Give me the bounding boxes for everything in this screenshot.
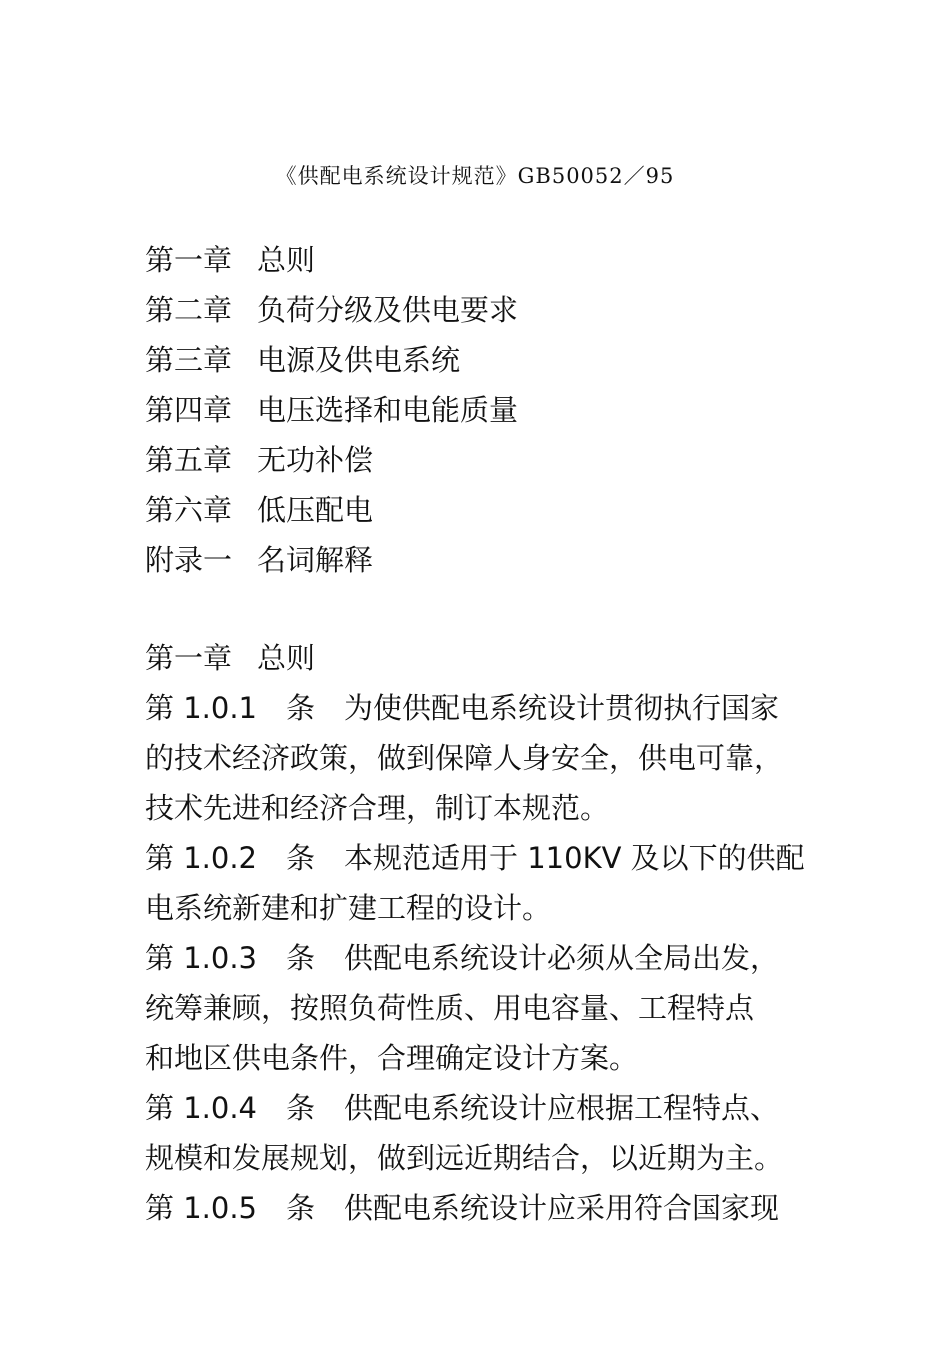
toc-item bbox=[145, 385, 518, 435]
toc-item-number: 第五章 bbox=[145, 443, 233, 477]
toc-item-number: 第四章 bbox=[145, 393, 233, 427]
toc-item-number: 附录一 bbox=[145, 543, 233, 577]
toc-item-title: 总则 bbox=[257, 243, 316, 277]
text-line: 规模和发展规划，做到远近期结合，以近期为主。 bbox=[145, 1141, 784, 1175]
text-line: 的技术经济政策，做到保障人身安全，供电可靠， bbox=[145, 741, 784, 775]
toc-item-number: 第三章 bbox=[145, 343, 233, 377]
text-line: 电系统新建和扩建工程的设计。 bbox=[145, 891, 552, 925]
text-line: 第 1.0.2 条 本规范适用于 110KV 及以下的供配 bbox=[145, 841, 805, 875]
toc-item-title: 无功补偿 bbox=[257, 443, 374, 477]
toc-item-number: 第二章 bbox=[145, 293, 233, 327]
chapter-number: 第一章 bbox=[145, 641, 233, 675]
document-title: 《供配电系统设计规范》GB50052／95 bbox=[275, 164, 675, 188]
toc-item-title: 电源及供电系统 bbox=[257, 343, 461, 377]
toc-item-title: 负荷分级及供电要求 bbox=[257, 293, 519, 327]
toc-item bbox=[145, 285, 518, 335]
toc-item-title: 低压配电 bbox=[257, 493, 374, 527]
text-line: 统筹兼顾，按照负荷性质、用电容量、工程特点 bbox=[145, 991, 755, 1025]
text-line: 第 1.0.1 条 为使供配电系统设计贯彻执行国家 bbox=[145, 691, 780, 725]
text-line: 第 1.0.5 条 供配电系统设计应采用符合国家现 bbox=[145, 1191, 780, 1225]
toc-item-number: 第六章 bbox=[145, 493, 233, 527]
chapter-body bbox=[145, 633, 825, 1233]
toc-item bbox=[145, 485, 518, 535]
toc-item-title: 电压选择和电能质量 bbox=[257, 393, 519, 427]
toc-item bbox=[145, 335, 518, 385]
chapter-heading bbox=[145, 633, 825, 683]
text-line: 第 1.0.4 条 供配电系统设计应根据工程特点、 bbox=[145, 1091, 780, 1125]
toc-item bbox=[145, 535, 518, 585]
text-line: 技术先进和经济合理，制订本规范。 bbox=[145, 791, 610, 825]
text-line: 和地区供电条件，合理确定设计方案。 bbox=[145, 1041, 639, 1075]
text-line: 第 1.0.3 条 供配电系统设计必须从全局出发， bbox=[145, 941, 780, 975]
toc-item-title: 名词解释 bbox=[257, 543, 374, 577]
table-of-contents bbox=[145, 235, 518, 585]
chapter-title: 总则 bbox=[257, 641, 316, 675]
toc-item bbox=[145, 235, 518, 285]
toc-item bbox=[145, 435, 518, 485]
toc-item-number: 第一章 bbox=[145, 243, 233, 277]
